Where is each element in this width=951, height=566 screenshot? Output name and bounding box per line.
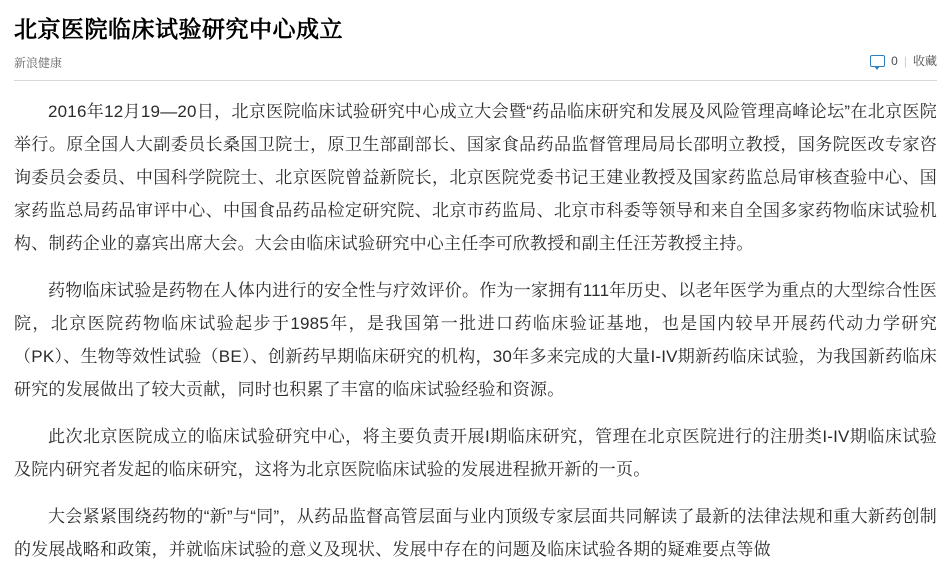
comment-count: 0 — [891, 53, 898, 68]
article-source: 新浪健康 — [14, 56, 63, 70]
article-paragraph: 药物临床试验是药物在人体内进行的安全性与疗效评价。作为一家拥有111年历史、以老年医学为重点的大型综合性医院，北京医院药物临床试验起步于1985年，是我国第一批进口药临床验证基地，也是国内较早开展药代动力学研究（PK）、生物等效性试验（BE）、创新药早期临床研究的机构，30年多来完成的大量I-IV期新药临床试验，为我国新药临床研究的发展做出了较大贡献，同时也积累了丰富的临床试验经验和资源。 — [14, 281, 937, 399]
comment-icon[interactable] — [870, 55, 885, 67]
article-body — [14, 95, 937, 566]
article-paragraph: 此次北京医院成立的临床试验研究中心，将主要负责开展I期临床研究，管理在北京医院进行的注册类I-IV期临床试验及院内研究者发起的临床研究，这将为北京医院临床试验的发展进程掀开新的一页。 — [14, 427, 937, 479]
meta-actions — [870, 52, 937, 69]
favorite-button[interactable]: 收藏 — [912, 54, 937, 68]
meta-separator: | — [903, 53, 907, 68]
page-title: 北京医院临床试验研究中心成立 — [14, 16, 343, 42]
article-meta-bar — [14, 54, 937, 81]
article-paragraph: 2016年12月19—20日，北京医院临床试验研究中心成立大会暨“药品临床研究和发展及风险管理高峰论坛”在北京医院举行。原全国人大副委员长桑国卫院士，原卫生部副部长、国家食品药品监督管理局局长邵明立教授，国务院医改专家咨询委员会委员、中国科学院院士、北京医院曾益新院长，北京医院党委书记王建业教授及国家药监总局审核查验中心、国家药监总局药品审评中心、中国食品药品检定研究院、北京市药监局、北京市科委等领导和来自全国多家药物临床试验机构、制药企业的嘉宾出席大会。大会由临床试验研究中心主任李可欣教授和副主任汪芳教授主持。 — [14, 102, 937, 253]
article-paragraph: 大会紧紧围绕药物的“新”与“同”，从药品监督高管层面与业内顶级专家层面共同解读了最新的法律法规和重大新药创制的发展战略和政策，并就临床试验的意义及现状、发展中存在的问题及临床试验各期的疑难要点等做 — [14, 507, 937, 559]
article-page — [0, 14, 951, 559]
